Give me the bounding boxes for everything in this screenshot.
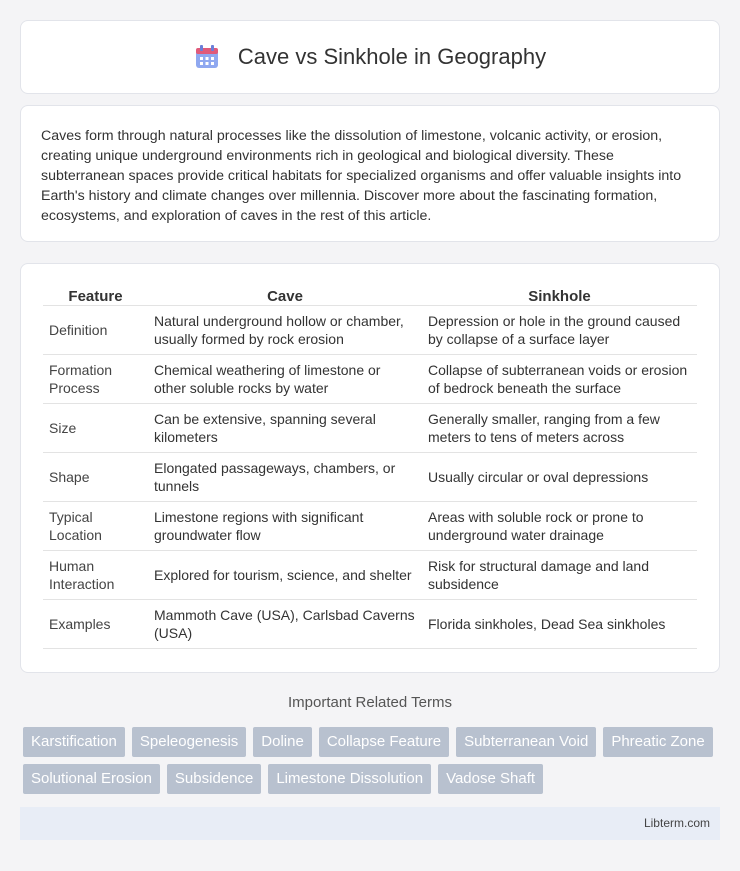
- table-row: [43, 600, 697, 649]
- page-title: Cave vs Sinkhole in Geography: [237, 44, 547, 69]
- sinkhole-cell: Collapse of subterranean voids or erosion of bedrock beneath the surface: [422, 355, 697, 404]
- cave-cell: Natural underground hollow or chamber, usually formed by rock erosion: [148, 306, 422, 355]
- column-header-cave: Cave: [148, 282, 422, 306]
- sinkhole-cell: Depression or hole in the ground caused by collapse of a surface layer: [422, 306, 697, 355]
- related-term-tag[interactable]: Subterranean Void: [456, 727, 596, 757]
- related-term-tag[interactable]: Limestone Dissolution: [268, 764, 431, 794]
- feature-cell: Shape: [43, 453, 148, 502]
- feature-cell: Examples: [43, 600, 148, 649]
- cave-cell: Mammoth Cave (USA), Carlsbad Caverns (USA): [148, 600, 422, 649]
- feature-cell: Definition: [43, 306, 148, 355]
- sinkhole-cell: Risk for structural damage and land subsidence: [422, 551, 697, 600]
- feature-cell: Formation Process: [43, 355, 148, 404]
- table-row: [43, 355, 697, 404]
- related-term-tag[interactable]: Vadose Shaft: [438, 764, 543, 794]
- feature-cell: Human Interaction: [43, 551, 148, 600]
- page-header: [20, 20, 720, 94]
- sinkhole-cell: Areas with soluble rock or prone to underground water drainage: [422, 502, 697, 551]
- related-term-tag[interactable]: Subsidence: [167, 764, 261, 794]
- related-term-tag[interactable]: Solutional Erosion: [23, 764, 160, 794]
- table-row: [43, 453, 697, 502]
- related-terms-list: [23, 727, 723, 801]
- table-row: [43, 502, 697, 551]
- related-terms-title: Important Related Terms: [288, 694, 452, 711]
- table-row: [43, 306, 697, 355]
- cave-cell: Chemical weathering of limestone or other soluble rocks by water: [148, 355, 422, 404]
- sinkhole-cell: Generally smaller, ranging from a few meters to tens of meters across: [422, 404, 697, 453]
- sinkhole-cell: Florida sinkholes, Dead Sea sinkholes: [422, 600, 697, 649]
- related-term-tag[interactable]: Phreatic Zone: [603, 727, 712, 757]
- comparison-table-card: [20, 263, 720, 673]
- intro-card: [20, 105, 720, 242]
- related-term-tag[interactable]: Karstification: [23, 727, 125, 757]
- related-term-tag[interactable]: Speleogenesis: [132, 727, 246, 757]
- table-header-row: [43, 282, 697, 306]
- feature-cell: Typical Location: [43, 502, 148, 551]
- sinkhole-cell: Usually circular or oval depressions: [422, 453, 697, 502]
- column-header-feature: Feature: [43, 282, 148, 306]
- table-row: [43, 551, 697, 600]
- related-term-tag[interactable]: Doline: [253, 727, 312, 757]
- cave-cell: Explored for tourism, science, and shelter: [148, 551, 422, 600]
- cave-cell: Can be extensive, spanning several kilometers: [148, 404, 422, 453]
- related-term-tag[interactable]: Collapse Feature: [319, 727, 449, 757]
- cave-cell: Elongated passageways, chambers, or tunnels: [148, 453, 422, 502]
- footer: [20, 807, 720, 840]
- intro-text: Caves form through natural processes like the dissolution of limestone, volcanic activity, or erosion, creating unique underground environments rich in geological and biological diversity. These subterranean spaces provide critical habitats for specialized organisms and offer valuable insights into Earth's history and climate changes over millennia. Discover more about the fascinating formation, ecosystems, and exploration of caves in the rest of this article.: [41, 128, 682, 224]
- column-header-sinkhole: Sinkhole: [422, 282, 697, 306]
- table-row: [43, 404, 697, 453]
- feature-cell: Size: [43, 404, 148, 453]
- cave-cell: Limestone regions with significant groundwater flow: [148, 502, 422, 551]
- calendar-icon: [194, 44, 220, 70]
- footer-brand-link[interactable]: Libterm.com: [643, 816, 710, 830]
- comparison-table: [43, 282, 697, 649]
